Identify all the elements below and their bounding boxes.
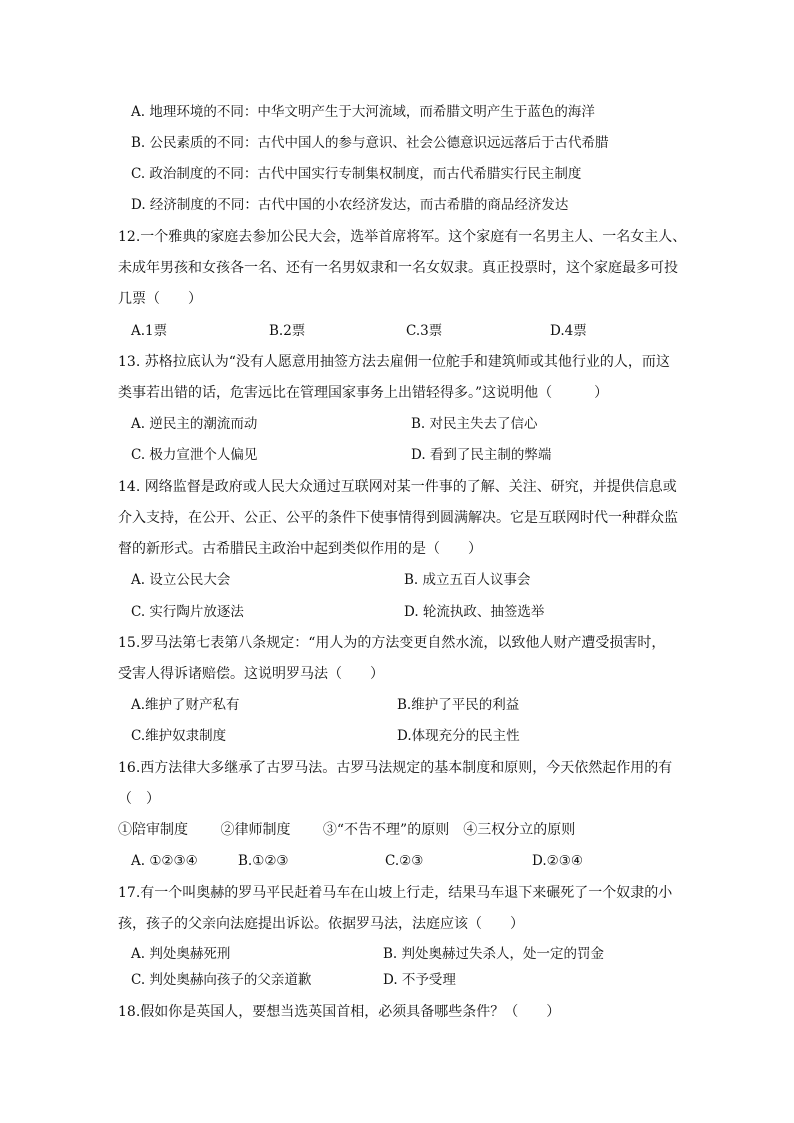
q12-option-b: B.2票 (269, 323, 306, 339)
q14-stem-line-2: 介入支持，在公开、公正、公平的条件下使事情得到圆满解决。它是互联网时代一种群众监 (118, 510, 678, 526)
q13-option-d: D. 看到了民主制的弊端 (411, 447, 552, 463)
q14-option-a: A. 设立公民大会 (131, 572, 231, 588)
q15-option-c: C.维护奴隶制度 (131, 728, 227, 744)
q12-stem-line-3: 几票（ ） (118, 291, 202, 307)
q14-stem-line-3: 督的新形式。古希腊民主政治中起到类似作用的是（ ） (118, 541, 482, 557)
q11-option-a: A. 地理环境的不同：中华文明产生于大河流域，而希腊文明产生于蓝色的海洋 (131, 104, 595, 120)
q16-option-d: D.②③④ (532, 853, 583, 869)
q16-option-b: B.①②③ (238, 853, 289, 869)
q13-option-b: B. 对民主失去了信心 (411, 416, 538, 432)
q13-stem-line-2: 类事若出错的话，危害远比在管理国家事务上出错轻得多。”这说明他（ ） (118, 385, 609, 401)
q14-option-d: D. 轮流执政、抽签选举 (404, 604, 545, 620)
q14-stem-line-1: 14. 网络监督是政府或人民大众通过互联网对某一件事的了解、关注、研究，并提供信息或 (118, 479, 677, 495)
q18-stem-line-1: 18.假如你是英国人，要想当选英国首相，必须具备哪些条件？（ ） (118, 1004, 561, 1020)
q13-option-c: C. 极力宣泄个人偏见 (131, 447, 258, 463)
q17-option-c: C. 判处奥赫向孩子的父亲道歉 (131, 972, 312, 988)
q15-option-d: D.体现充分的民主性 (397, 728, 520, 744)
q12-stem-line-1: 12.一个雅典的家庭去参加公民大会，选举首席将军。这个家庭有一名男主人、一名女主人、 (118, 229, 687, 245)
q15-stem-line-1: 15.罗马法第七表第八条规定：“用人为的方法变更自然水流，以致他人财产遭受损害时， (118, 635, 666, 651)
q16-option-a: A. ①②③④ (131, 853, 198, 869)
q16-stem-line-1: 16.西方法律大多继承了古罗马法。古罗马法规定的基本制度和原则，今天依然起作用的有 (118, 760, 673, 776)
q13-option-a: A. 逆民主的潮流而动 (131, 416, 258, 432)
q17-option-a: A. 判处奥赫死刑 (131, 946, 231, 962)
q12-stem-line-2: 未成年男孩和女孩各一名、还有一名男奴隶和一名女奴隶。真正投票时，这个家庭最多可投 (118, 260, 678, 276)
q14-option-c: C. 实行陶片放逐法 (131, 604, 244, 620)
q11-option-b: B. 公民素质的不同：古代中国人的参与意识、社会公德意识远远落后于古代希腊 (131, 135, 609, 151)
q13-stem-line-1: 13. 苏格拉底认为“没有人愿意用抽签方法去雇佣一位舵手和建筑师或其他行业的人，而这 (118, 354, 670, 370)
q12-option-d: D.4票 (550, 323, 587, 339)
q17-option-d: D. 不予受理 (383, 972, 456, 988)
q12-option-c: C.3票 (406, 323, 443, 339)
q11-option-d: D. 经济制度的不同：古代中国的小农经济发达，而古希腊的商品经济发达 (131, 197, 569, 213)
q17-option-b: B. 判处奥赫过失杀人，处一定的罚金 (383, 946, 605, 962)
q15-option-b: B.维护了平民的利益 (397, 697, 520, 713)
q15-stem-line-2: 受害人得诉诸赔偿。这说明罗马法（ ） (118, 666, 384, 682)
q17-stem-line-1: 17.有一个叫奥赫的罗马平民赶着马车在山坡上行走，结果马车退下来碾死了一个奴隶的小 (118, 885, 673, 901)
q16-items: ①陪审制度 ②律师制度 ③“不告不理”的原则 ④三权分立的原则 (118, 822, 576, 838)
q12-option-a: A.1票 (131, 323, 168, 339)
q17-stem-line-2: 孩，孩子的父亲向法庭提出诉讼。依据罗马法，法庭应该（ ） (118, 916, 524, 932)
q16-stem-line-2: （ ） (118, 791, 160, 807)
q16-option-c: C.②③ (385, 853, 424, 869)
q14-option-b: B. 成立五百人议事会 (404, 572, 531, 588)
q11-option-c: C. 政治制度的不同：古代中国实行专制集权制度，而古代希腊实行民主制度 (131, 166, 582, 182)
q15-option-a: A.维护了财产私有 (131, 697, 240, 713)
